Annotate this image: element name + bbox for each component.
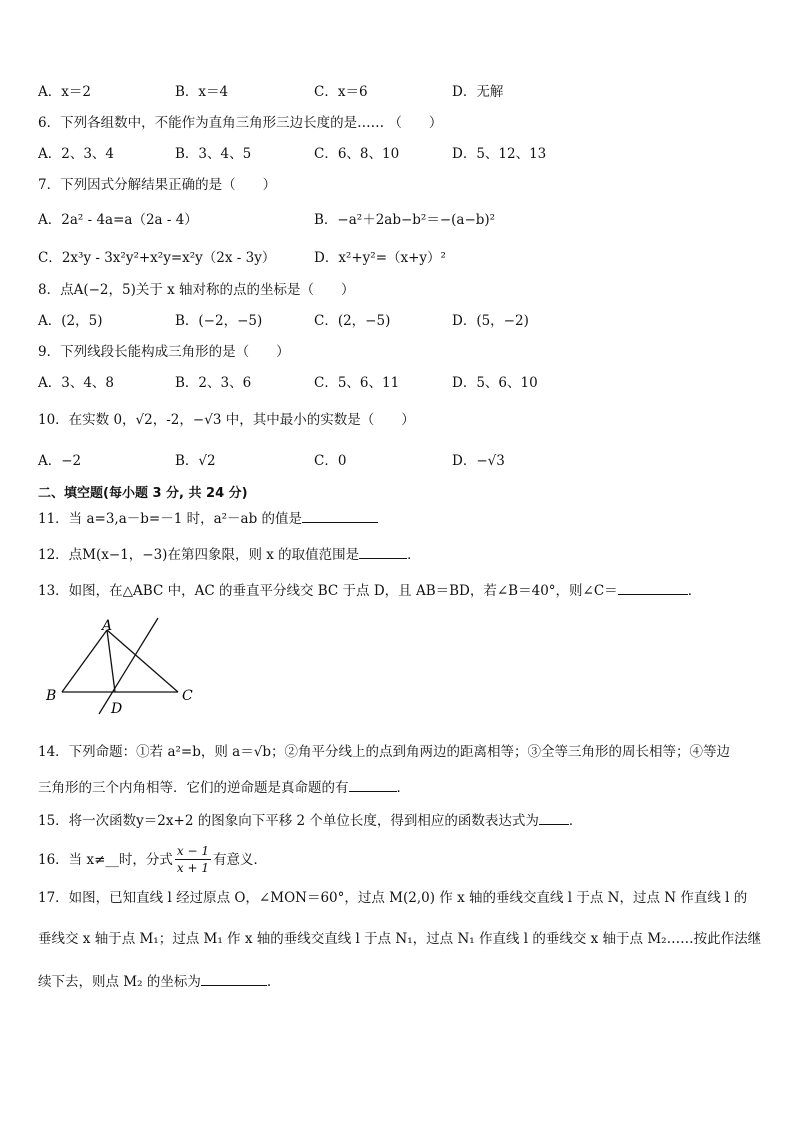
q13-triangle-figure — [40, 616, 210, 720]
q9-option-d: D．5、6、10 — [452, 375, 538, 391]
q17-line-1: 17．如图，已知直线 l 经过原点 O，∠MON＝60°，过点 M(2,0) 作 x 轴的垂线交直线 l 于点 N，过点 N 作直线 l 的 — [38, 890, 748, 906]
q17-text: 续下去，则点 M₂ 的坐标为 — [38, 974, 201, 990]
q15-end: ． — [568, 813, 583, 829]
q12-blank[interactable] — [359, 546, 407, 559]
segment-ad — [107, 630, 115, 692]
q7-option-a: A．2a² - 4a=a（2a - 4） — [38, 212, 198, 228]
q17-blank[interactable] — [201, 973, 267, 986]
q13-blank[interactable] — [618, 582, 688, 595]
q15 — [38, 812, 582, 830]
q14-text: 三角形的三个内角相等．它们的逆命题是真命题的有 — [38, 780, 349, 796]
q17-line-2: 垂线交 x 轴于点 M₁；过点 M₁ 作 x 轴的垂线交直线 l 于点 N₁，过点 N₁ 作直线 l 的垂线交 x 轴于点 M₂……按此作法继 — [38, 931, 762, 947]
label-a: A — [102, 618, 113, 634]
q5-option-a: A．x＝2 — [38, 84, 91, 100]
label-d: D — [111, 701, 123, 717]
q15-blank[interactable] — [539, 812, 569, 825]
q11-text: 11．当 a=3,a－b=－1 时，a²－ab 的值是 — [38, 511, 303, 527]
q6-stem: 6．下列各组数中，不能作为直角三角形三边长度的是…… （ ） — [38, 115, 443, 131]
q16-text: 16．当 x≠__时，分式 — [38, 851, 173, 868]
q17-end: . — [266, 974, 272, 990]
q16-numerator: x − 1 — [176, 844, 209, 858]
label-c: C — [182, 688, 193, 704]
q16 — [38, 843, 267, 876]
q16-denominator: x + 1 — [176, 861, 209, 875]
q14-end: ． — [396, 780, 410, 796]
q9-option-b: B．2、3、6 — [175, 375, 252, 391]
q6-option-b: B．3、4、5 — [175, 146, 252, 162]
q5-option-b: B．x＝4 — [175, 84, 229, 100]
q11-blank[interactable] — [302, 510, 378, 523]
q8-option-d: D．(5，−2) — [452, 313, 529, 329]
q8-option-a: A．(2，5) — [38, 313, 103, 329]
q5-option-c: C．x＝6 — [314, 84, 368, 100]
q9-option-a: A．3、4、8 — [38, 375, 115, 391]
q14-blank[interactable] — [349, 779, 397, 792]
q10-option-a: A．−2 — [38, 453, 82, 469]
q6-option-d: D．5、12、13 — [452, 146, 547, 162]
q10-stem: 10．在实数 0，√2，-2，−√3 中，其中最小的实数是（ ） — [38, 412, 415, 428]
q5-option-d: D．无解 — [452, 84, 504, 100]
q7-option-d: D．x²+y²=（x+y）² — [314, 250, 446, 266]
q10-option-b: B．√2 — [175, 453, 216, 469]
q13 — [38, 582, 701, 600]
q8-option-c: C．(2，−5) — [314, 313, 391, 329]
q7-stem: 7．下列因式分解结果正确的是（ ） — [38, 177, 277, 193]
q10-option-c: C．0 — [314, 453, 347, 469]
label-b: B — [46, 688, 57, 704]
q12-text: 12．点M(x−1，−3)在第四象限，则 x 的取值范围是 — [38, 547, 360, 563]
q7-option-b: B．−a²＋2ab−b²＝−(a−b)² — [314, 212, 496, 228]
q15-text: 15．将一次函数y＝2x+2 的图象向下平移 2 个单位长度，得到相应的函数表达式为 — [38, 813, 539, 829]
q9-option-c: C．5、6、11 — [314, 375, 400, 391]
q12-end: ． — [407, 547, 421, 563]
q13-end: ． — [687, 583, 702, 599]
q6-option-c: C．6、8、10 — [314, 146, 400, 162]
q14-line-2 — [38, 779, 410, 797]
q17-line-3 — [38, 973, 271, 991]
q11 — [38, 510, 378, 528]
section-heading: 二、填空题(每小题 3 分, 共 24 分) — [38, 486, 248, 501]
segment-ab — [62, 630, 107, 692]
q12 — [38, 546, 421, 564]
q8-stem: 8．点A(−2，5)关于 x 轴对称的点的坐标是（ ） — [38, 282, 355, 298]
q6-option-a: A．2、3、4 — [38, 146, 115, 162]
q16-fraction — [175, 843, 211, 876]
q9-stem: 9．下列线段长能构成三角形的是（ ） — [38, 344, 290, 360]
q14-line-1: 14．下列命题：①若 a²=b，则 a＝√b；②角平分线上的点到角两边的距离相等；③全等三角形的周长相等；④等边 — [38, 744, 730, 760]
q10-option-d: D．−√3 — [452, 453, 505, 469]
q13-text: 13．如图，在△ABC 中，AC 的垂直平分线交 BC 于点 D，且 AB＝BD，若∠B＝40°，则∠C＝ — [38, 583, 618, 599]
q8-option-b: B．(−2，−5) — [175, 313, 263, 329]
q16-end: 有意义． — [213, 851, 267, 868]
q7-option-c: C．2x³y - 3x²y²+x²y=x²y（2x - 3y） — [38, 250, 276, 266]
